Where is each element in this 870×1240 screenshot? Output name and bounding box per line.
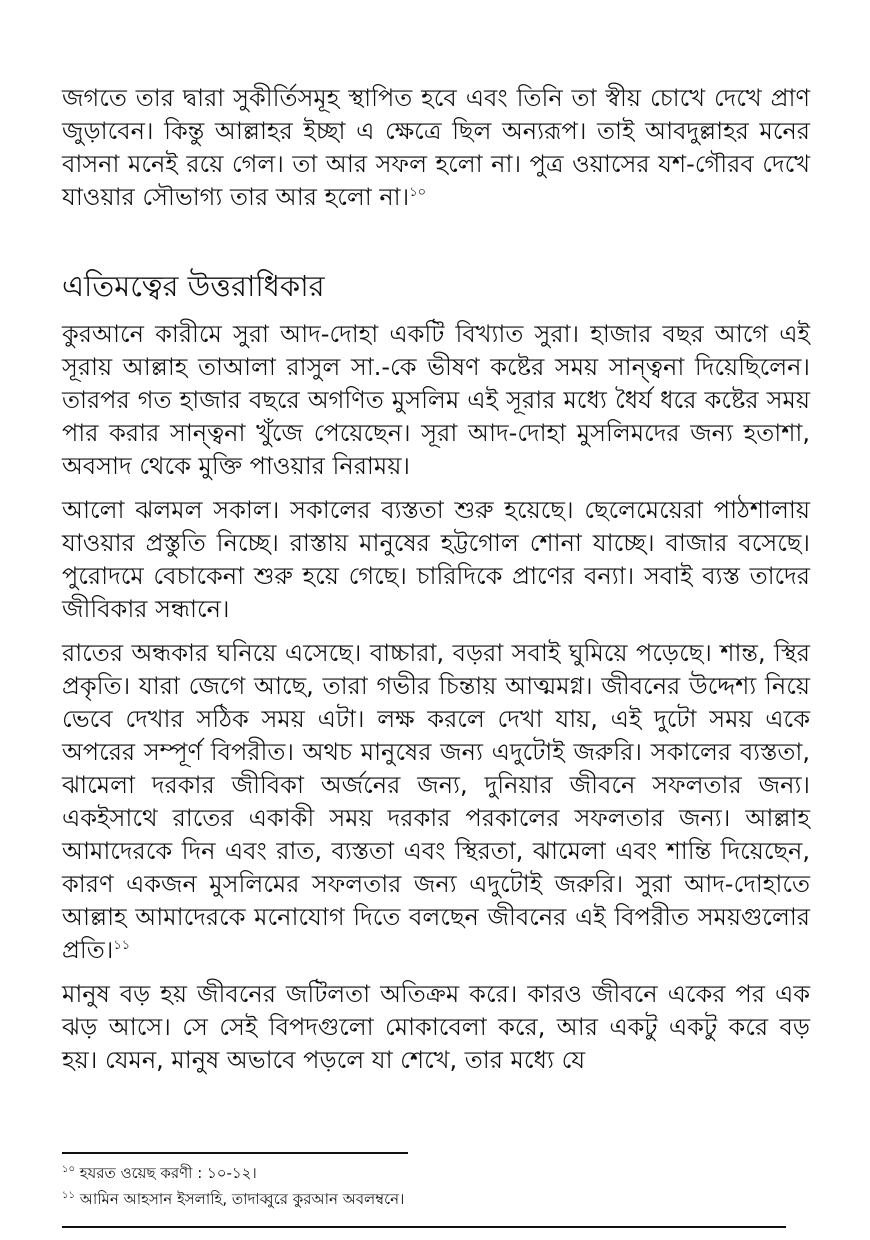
paragraph-2: আলো ঝলমল সকাল। সকালের ব্যস্ততা শুরু হয়েছে। ছেলেমেয়েরা পাঠশালায় যাওয়ার প্রস্তুতি নিচ্ছে। রাস্তায় মানুষের হট্টগোল শোনা যাচ্ছে। বাজার বসেছে। পুরোদমে বেচাকেনা শুরু হয়ে গেছে। চারিদিকে প্রাণের বন্যা। সবাই ব্যস্ত তাদের জীবিকার সন্ধানে। <box>62 496 810 623</box>
footnote-ref-11: ১১ <box>113 938 131 953</box>
paragraph-3 <box>62 637 810 967</box>
footnote-10 <box>62 1160 810 1186</box>
paragraph-3-text: রাতের অন্ধকার ঘনিয়ে এসেছে। বাচ্চারা, বড়রা সবাই ঘুমিয়ে পড়েছে। শান্ত, স্থির প্রকৃতি। যারা জেগে আছে, তারা গভীর চিন্তায় আত্মমগ্ন। জীবনের উদ্দেশ্য নিয়ে ভেবে দেখার সঠিক সময় এটা। লক্ষ করলে দেখা যায়, এই দুটো সময় একে অপরের সম্পূর্ণ বিপরীত। অথচ মানুষের জন্য এদুটোই জরুরি। সকালের ব্যস্ততা, ঝামেলা দরকার জীবিকা অর্জনের জন্য, দুনিয়ার জীবনে সফলতার জন্য। একইসাথে রাতের একাকী সময় দরকার পরকালের সফলতার জন্য। আল্লাহ আমাদেরকে দিন এবং রাত, ব্যস্ততা এবং স্থিরতা, ঝামেলা এবং শান্তি দিয়েছেন, কারণ একজন মুসলিমের সফলতার জন্য এদুটোই জরুরি। সুরা আদ-দোহাতে আল্লাহ আমাদেরকে মনোযোগ দিতে বলছেন জীবনের এই বিপরীত সময়গুলোর প্রতি। <box>62 639 810 964</box>
section-heading: এতিমত্বের উত্তরাধিকার <box>62 269 325 303</box>
section-body <box>62 318 810 1088</box>
footnote-ref-10: ১০ <box>409 185 427 200</box>
intro-text: জগতে তার দ্বারা সুকীর্তিসমূহ স্থাপিত হবে এবং তিনি তা স্বীয় চোখে দেখে প্রাণ জুড়াবেন। কিন্তু আল্লাহর ইচ্ছা এ ক্ষেত্রে ছিল অন্যরূপ। তাই আবদুল্লাহর মনের বাসনা মনেই রয়ে গেল। তা আর সফল হলো না। পুত্র ওয়াসের যশ-গৌরব দেখে যাওয়ার সৌভাগ্য তার আর হলো না। <box>62 84 810 211</box>
paragraph-1: কুরআনে কারীমে সুরা আদ-দোহা একটি বিখ্যাত সুরা। হাজার বছর আগে এই সূরায় আল্লাহ তাআলা রাসুল সা.-কে ভীষণ কষ্টের সময় সান্ত্বনা দিয়েছিলেন। তারপর গত হাজার বছরে অগণিত মুসলিম এই সূরার মধ্যে ধৈর্য ধরে কষ্টের সময় পার করার সান্ত্বনা খুঁজে পেয়েছেন। সূরা আদ-দোহা মুসলিমদের জন্য হতাশা, অবসাদ থেকে মুক্তি পাওয়ার নিরাময়। <box>62 320 810 480</box>
page-bottom-rule <box>62 1226 786 1228</box>
footnotes <box>62 1160 810 1212</box>
intro-paragraph <box>62 82 810 214</box>
footnote-10-text: হযরত ওয়েছ করণী : ১০-১২। <box>79 1164 257 1182</box>
footnote-mark-10: ১০ <box>62 1164 75 1175</box>
footnote-divider <box>62 1152 408 1154</box>
footnote-11 <box>62 1186 810 1212</box>
footnote-mark-11: ১১ <box>62 1190 75 1201</box>
paragraph-4: মানুষ বড় হয় জীবনের জটিলতা অতিক্রম করে। কারও জীবনে একের পর এক ঝড় আসে। সে সেই বিপদগুলো মোকাবেলা করে, আর একটু একটু করে বড় হয়। যেমন, মানুষ অভাবে পড়লে যা শেখে, তার মধ্যে যে <box>62 980 810 1074</box>
footnote-11-text: আমিন আহসান ইসলাহি, তাদাব্বুরে কুরআন অবলম্বনে। <box>79 1190 405 1208</box>
